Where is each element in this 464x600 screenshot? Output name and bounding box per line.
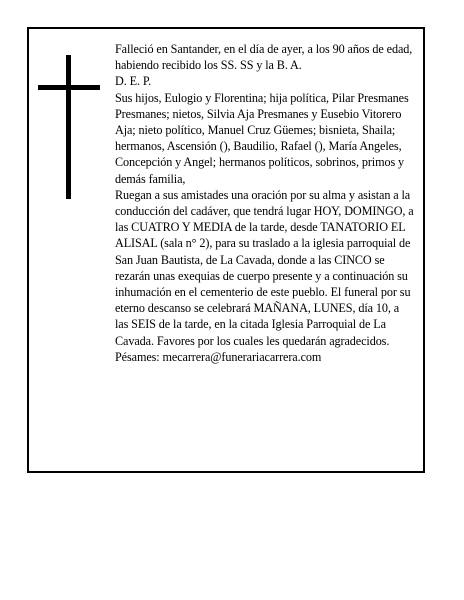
latin-cross-icon [38,55,100,199]
family-list: Sus hijos, Eulogio y Florentina; hija política, Pilar Presmanes Presmanes; nietos, Silvia Aja Presmanes y Eusebio Vitorero Aja; nieto político, Manuel Cruz Güemes; bisnieta, Shaila; hermanos, Ascensión (), Baudilio, Rafael (), María Angeles, Concepción y Angel; hermanos políticos, sobrinos, primos y demás familia, [115,90,409,186]
obituary-notice [27,27,425,473]
cross-horizontal-bar [38,85,100,90]
service-details: Ruegan a sus amistades una oración por su alma y asistan a la conducción del cadáver, que tendrá lugar HOY, DOMINGO, a las CUATRO Y MEDIA de la tarde, desde TANATORIO EL ALISAL (sala n° 2), para su traslado a la iglesia parroquial de San Juan Bautista, de La Cavada, donde a las CINCO se rezarán unas exequias de cuerpo presente y a continuación su inhumación en el cementerio de este pueblo. El funeral por su eterno descanso se celebrará MAÑANA, LUNES, día 10, a las SEIS de la tarde, en la citada Iglesia Parroquial de La Cavada. Favores por los cuales les quedarán agradecidos. [115,187,414,348]
cross-vertical-bar [66,55,71,199]
death-announcement: Falleció en Santander, en el día de ayer, a los 90 años de edad, habiendo recibido los SS. SS y la B. A. [115,42,413,73]
rip-line: D. E. P. [115,74,152,89]
notice-text [115,41,415,365]
condolences-email: Pésames: mecarrera@funerariacarrera.com [115,349,322,364]
